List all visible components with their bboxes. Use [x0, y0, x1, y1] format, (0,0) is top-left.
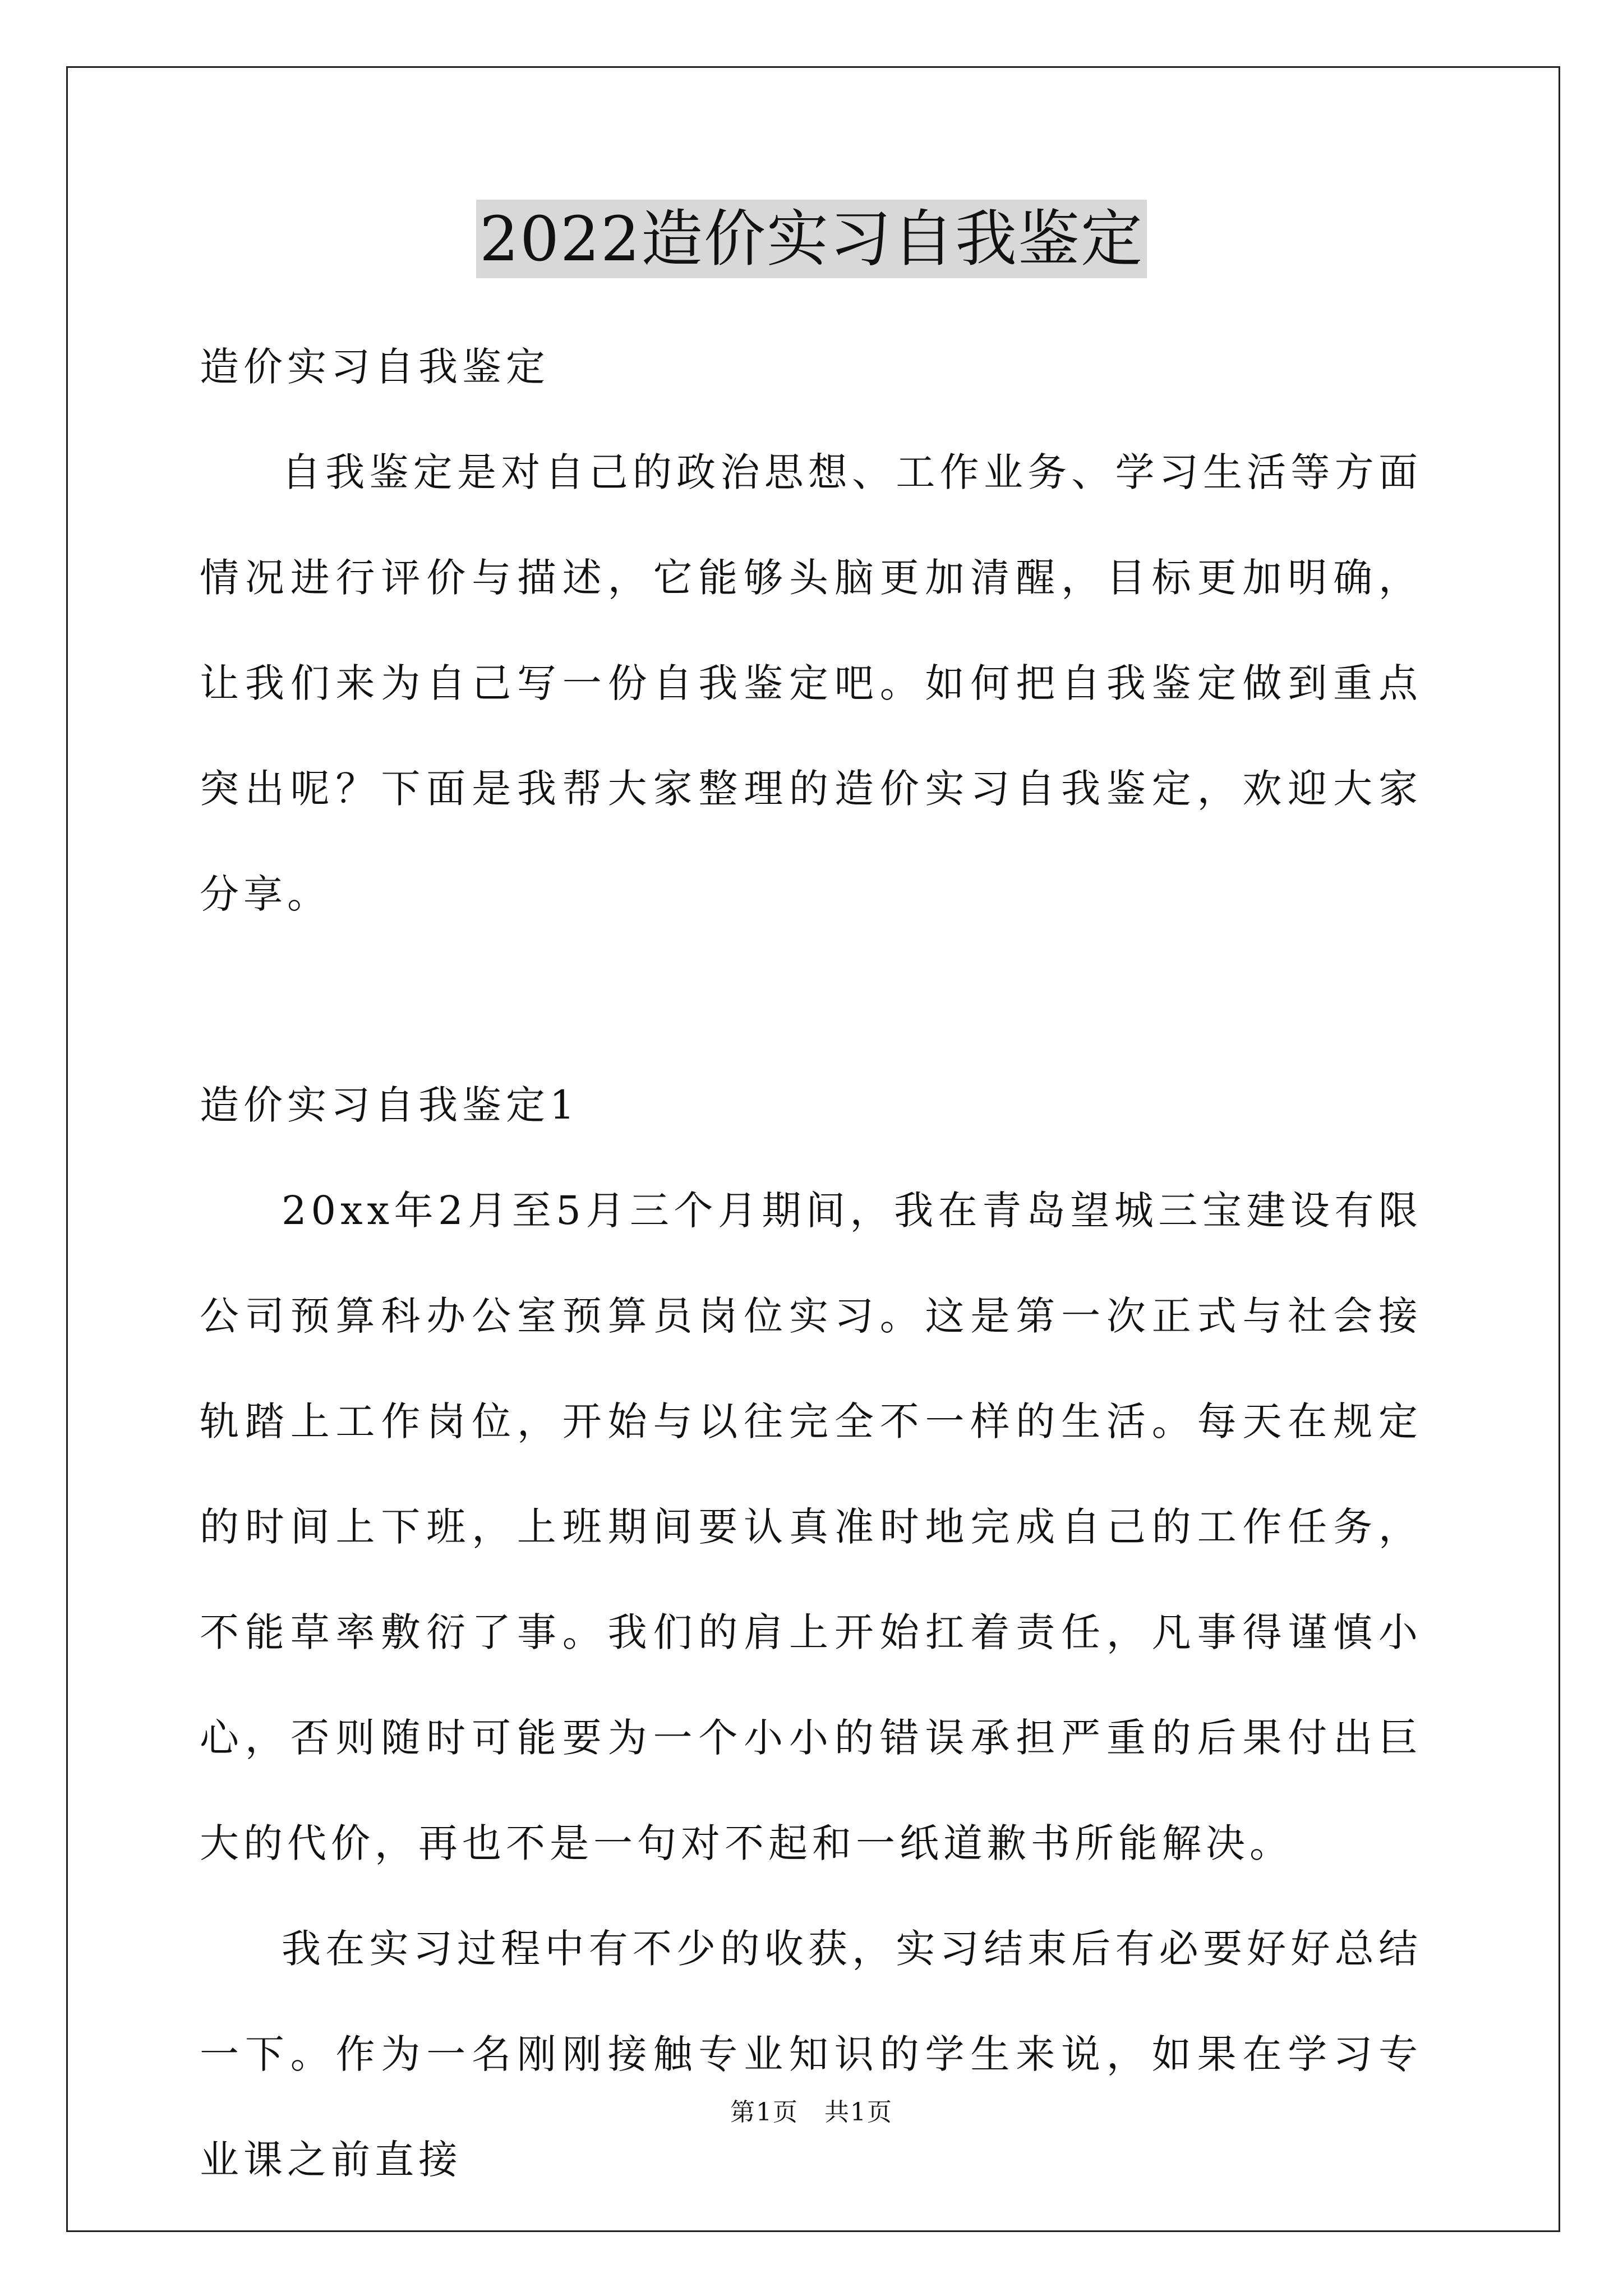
- title-container: [0, 200, 1623, 278]
- page-footer: 第1页 共1页: [730, 2098, 893, 2127]
- document-body: [200, 314, 1422, 2212]
- body-paragraph-1: 20xx年2月至5月三个月期间，我在青岛望城三宝建设有限公司预算科办公室预算员岗位实习。这是第一次正式与社会接轨踏上工作岗位，开始与以往完全不一样的生活。每天在规定的时间上下班，上班期间要认真准时地完成自己的工作任务，不能草率敷衍了事。我们的肩上开始扛着责任，凡事得谨慎小心，否则随时可能要为一个小小的错误承担严重的后果付出巨大的代价，再也不是一句对不起和一纸道歉书所能解决。: [200, 1188, 1422, 1866]
- body-paragraph-2: 我在实习过程中有不少的收获，实习结束后有必要好好总结一下。作为一名刚刚接触专业知识的学生来说，如果在学习专业课之前直接: [200, 1926, 1422, 2183]
- subtitle: 造价实习自我鉴定: [200, 344, 550, 390]
- section-heading: 造价实习自我鉴定1: [200, 1082, 579, 1128]
- intro-paragraph: 自我鉴定是对自己的政治思想、工作业务、学习生活等方面情况进行评价与描述，它能够头脑更加清醒，目标更加明确，让我们来为自己写一份自我鉴定吧。如何把自我鉴定做到重点突出呢？下面是我帮大家整理的造价实习自我鉴定，欢迎大家分享。: [200, 449, 1422, 917]
- document-title: 2022造价实习自我鉴定: [476, 200, 1147, 278]
